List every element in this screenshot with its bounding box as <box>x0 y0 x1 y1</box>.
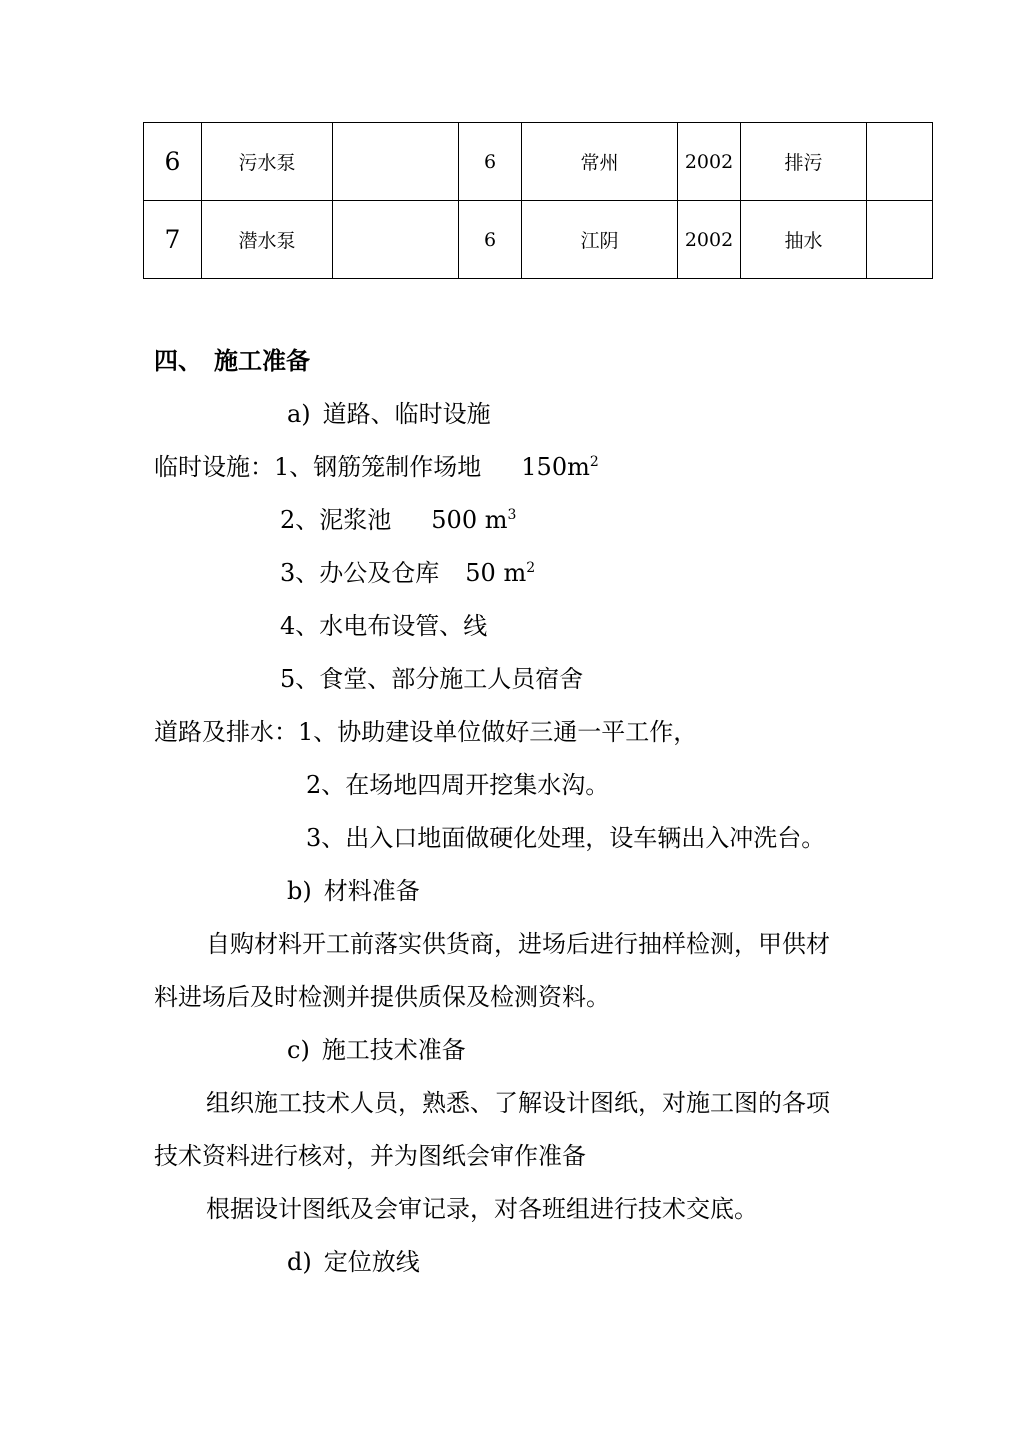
facility-item <box>280 504 516 536</box>
equipment-use: 抽水 <box>741 201 867 279</box>
facility-text: 3、办公及仓库 <box>280 559 440 587</box>
equipment-qty: 6 <box>459 123 522 201</box>
subsection-title: 材料准备 <box>323 877 420 905</box>
facility-unit-exponent: 3 <box>507 507 517 523</box>
section-heading <box>154 345 310 377</box>
facility-value: 50 m <box>465 559 527 587</box>
equipment-name: 潜水泵 <box>202 201 333 279</box>
facility-text: 1、钢筋笼制作场地 <box>274 453 482 481</box>
subsection-b-heading <box>287 875 420 907</box>
facility-item: 5、食堂、部分施工人员宿舍 <box>280 665 584 693</box>
row-number: 6 <box>144 123 202 201</box>
equipment-name: 污水泵 <box>202 123 333 201</box>
road-text: 1、协助建设单位做好三通一平工作， <box>298 718 698 746</box>
facilities-label: 临时设施： <box>154 453 274 481</box>
equipment-spec <box>333 201 459 279</box>
paragraph-line: 自购材料开工前落实供货商，进场后进行抽样检测，甲供材 <box>206 930 830 958</box>
facility-item <box>280 557 535 589</box>
facility-unit-exponent: 2 <box>526 560 536 576</box>
road-item: 2、在场地四周开挖集水沟。 <box>306 771 610 799</box>
equipment-origin: 江阴 <box>522 201 678 279</box>
facility-value: 500 m <box>431 506 508 534</box>
equipment-qty: 6 <box>459 201 522 279</box>
subsection-title: 定位放线 <box>323 1248 420 1276</box>
equipment-table <box>143 122 933 279</box>
row-number: 7 <box>144 201 202 279</box>
road-item <box>154 716 697 748</box>
paragraph-line: 料进场后及时检测并提供质保及检测资料。 <box>154 983 610 1011</box>
paragraph-line: 技术资料进行核对，并为图纸会审作准备 <box>154 1142 586 1170</box>
equipment-note <box>867 201 933 279</box>
table-row <box>144 201 933 279</box>
facility-item: 4、水电布设管、线 <box>280 612 488 640</box>
subsection-marker: c) <box>287 1036 310 1064</box>
road-label: 道路及排水： <box>154 718 298 746</box>
subsection-marker: d) <box>287 1248 312 1276</box>
equipment-note <box>867 123 933 201</box>
equipment-year: 2002 <box>678 123 741 201</box>
paragraph-line: 根据设计图纸及会审记录，对各班组进行技术交底。 <box>206 1195 758 1223</box>
subsection-d-heading <box>287 1246 420 1278</box>
facility-value: 150m <box>521 453 590 481</box>
table-row <box>144 123 933 201</box>
subsection-c-heading <box>287 1034 466 1066</box>
equipment-use: 排污 <box>741 123 867 201</box>
subsection-a-heading <box>287 398 491 430</box>
facility-unit-exponent: 2 <box>589 454 599 470</box>
facility-text: 2、泥浆池 <box>280 506 392 534</box>
paragraph-line: 组织施工技术人员，熟悉、了解设计图纸，对施工图的各项 <box>206 1089 830 1117</box>
subsection-marker: a) <box>287 400 311 428</box>
subsection-marker: b) <box>287 877 312 905</box>
section-title: 施工准备 <box>214 346 310 375</box>
road-item: 3、出入口地面做硬化处理，设车辆出入冲洗台。 <box>306 824 826 852</box>
equipment-origin: 常州 <box>522 123 678 201</box>
equipment-year: 2002 <box>678 201 741 279</box>
facility-item <box>154 451 599 483</box>
subsection-title: 道路、临时设施 <box>322 400 491 428</box>
subsection-title: 施工技术准备 <box>321 1036 466 1064</box>
equipment-spec <box>333 123 459 201</box>
section-number: 四、 <box>154 346 202 375</box>
